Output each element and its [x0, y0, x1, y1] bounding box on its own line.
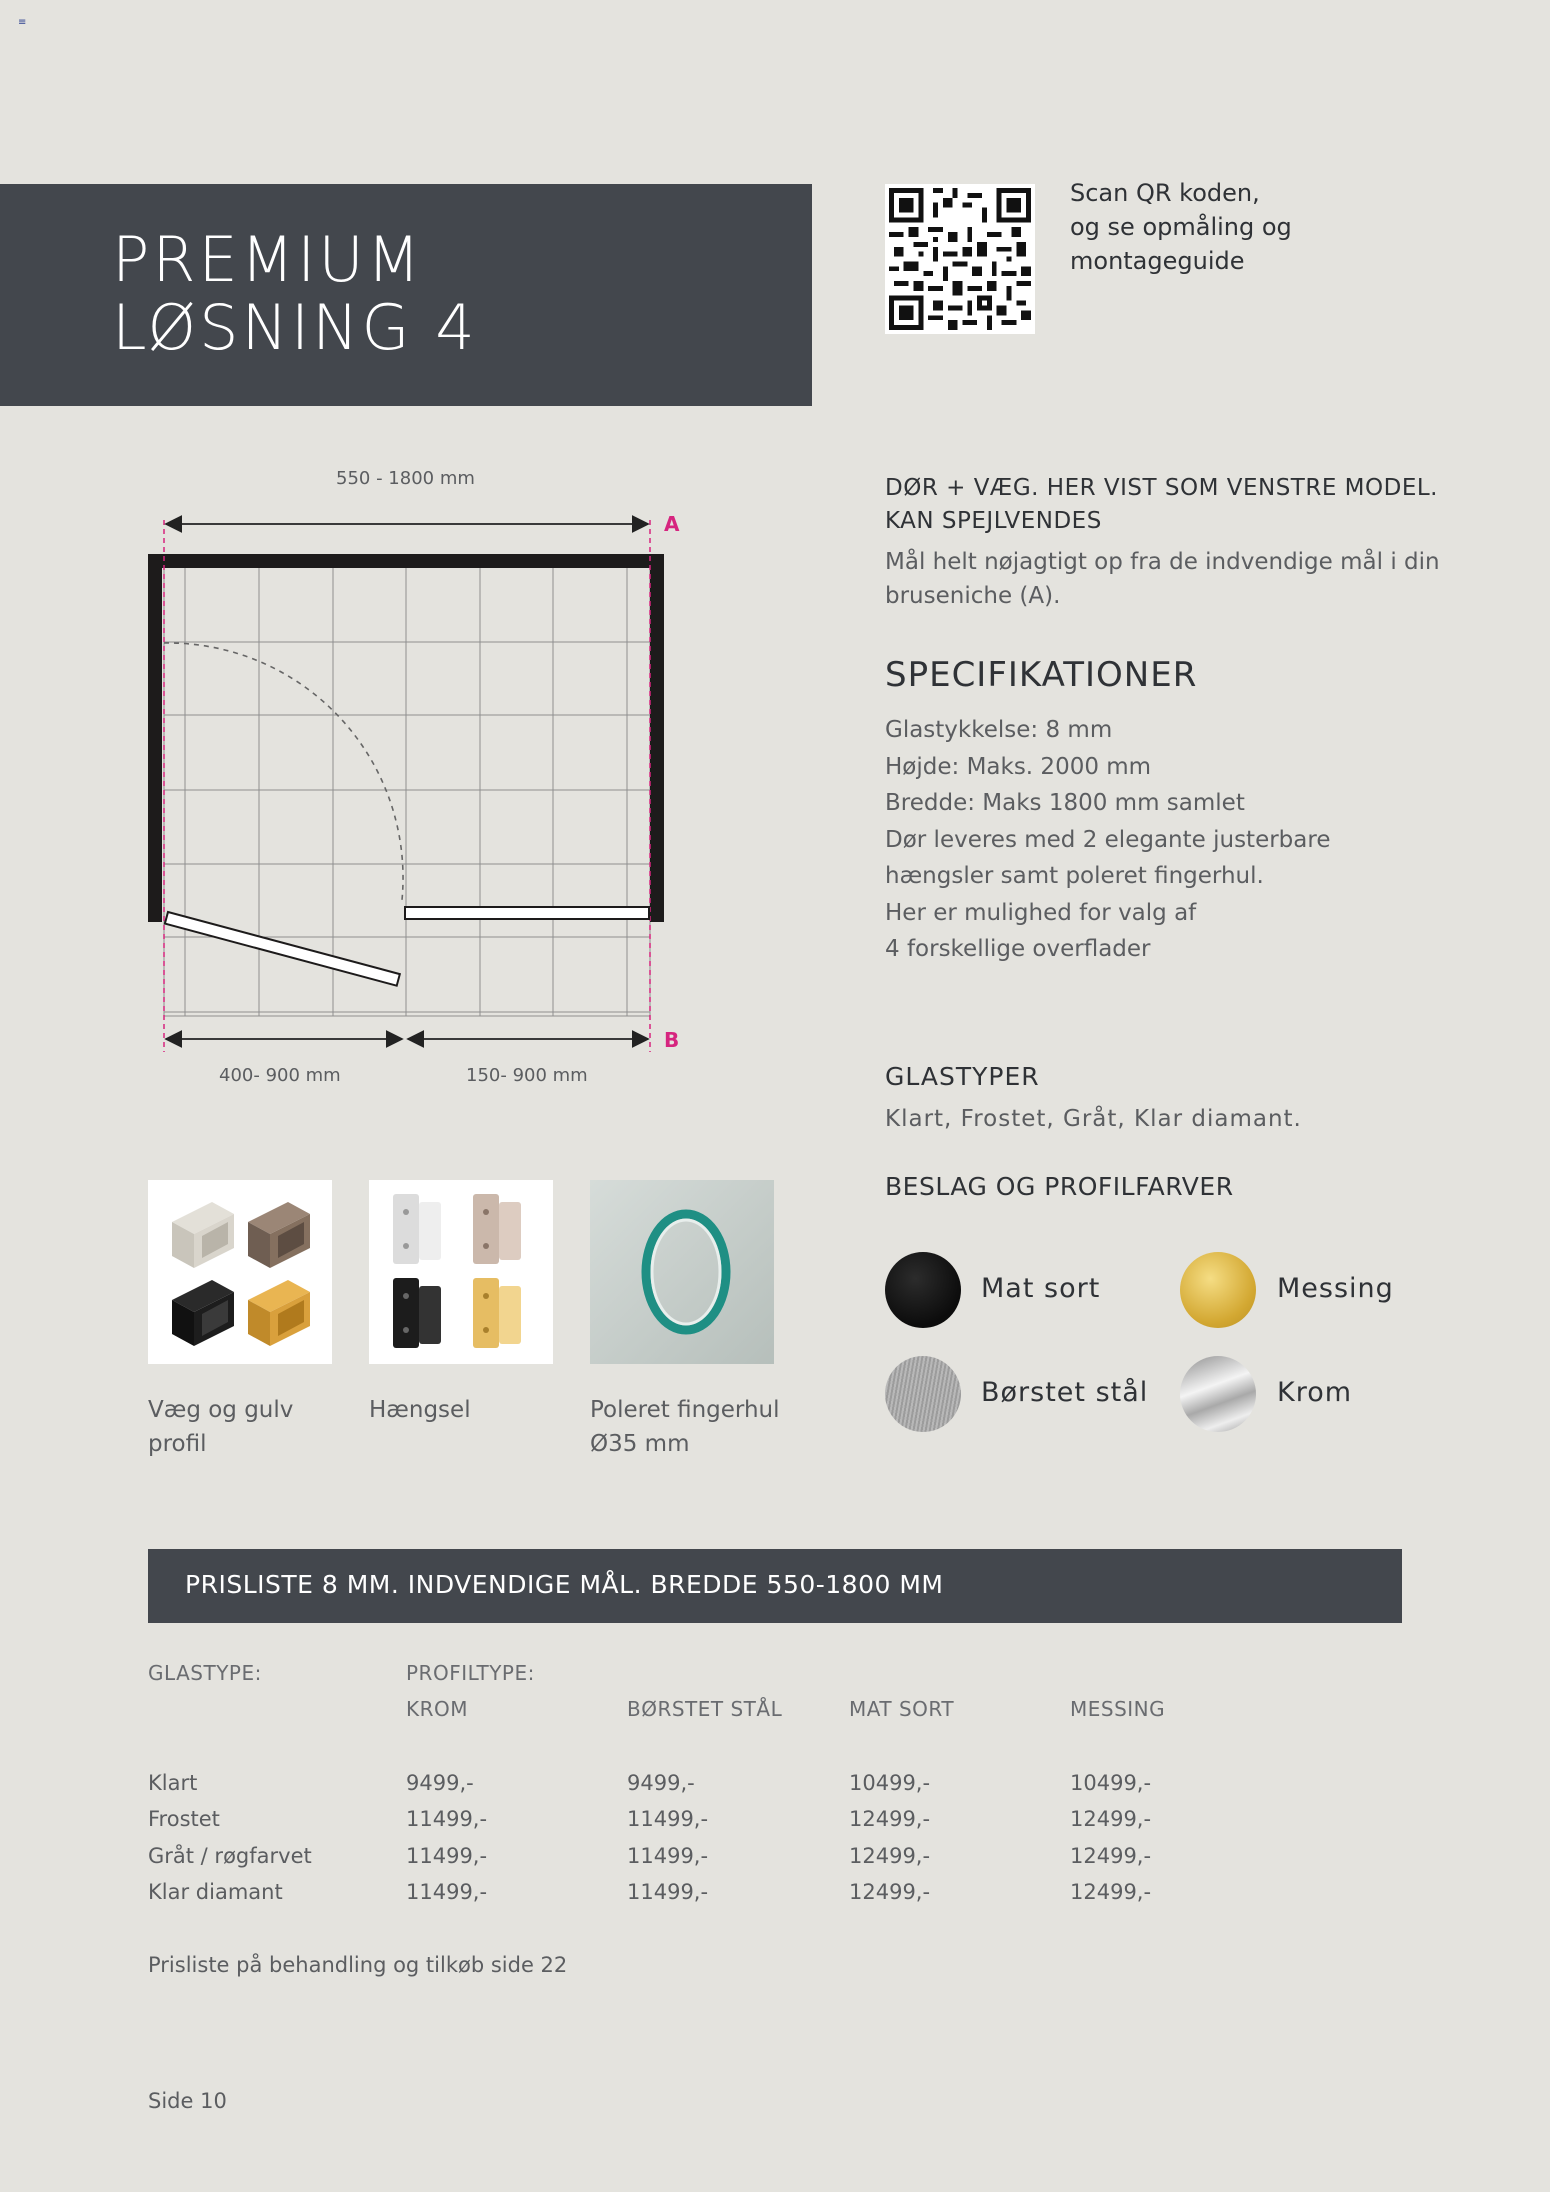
marker-a: A — [664, 512, 680, 536]
profile-caption: Væg og gulv profil — [148, 1397, 294, 1457]
spec-line: hængsler samt poleret fingerhul. — [885, 863, 1264, 889]
glass-types-list: Klart, Frostet, Gråt, Klar diamant. — [885, 1106, 1302, 1132]
fingerhole-image — [590, 1180, 774, 1364]
price-cell: 12499,- — [1070, 1880, 1152, 1904]
column-header: KROM — [406, 1697, 469, 1721]
model-heading: DØR + VÆG. HER VIST SOM VENSTRE MODEL. KAN SPEJLVENDES — [885, 475, 1438, 534]
price-cell: 12499,- — [1070, 1807, 1152, 1831]
price-cell: 12499,- — [849, 1844, 931, 1868]
price-cell: 11499,- — [406, 1807, 488, 1831]
price-cell: 9499,- — [627, 1771, 695, 1795]
price-cell: 12499,- — [849, 1880, 931, 1904]
price-cell: 12499,- — [849, 1807, 931, 1831]
column-header: MESSING — [1070, 1697, 1166, 1721]
spec-line: 4 forskellige overflader — [885, 936, 1151, 962]
profiltype-header: PROFILTYPE: — [406, 1661, 535, 1685]
glastype-header: GLASTYPE: — [148, 1661, 262, 1685]
column-header: MAT SORT — [849, 1697, 955, 1721]
row-name: Frostet — [148, 1807, 220, 1831]
marker-b: B — [664, 1028, 680, 1052]
price-cell: 12499,- — [1070, 1844, 1152, 1868]
swatch-mat-sort — [885, 1252, 961, 1328]
swatch-messing — [1180, 1252, 1256, 1328]
column-header: BØRSTET STÅL — [627, 1697, 783, 1721]
left-wall — [148, 554, 162, 922]
glass-wall-panel — [405, 907, 649, 919]
pricelist-title: PRISLISTE 8 MM. INDVENDIGE MÅL. BREDDE 550-1800 MM — [185, 1570, 944, 1599]
width-dimension-label: 550 - 1800 mm — [336, 468, 475, 489]
hinge-caption: Hængsel — [369, 1397, 471, 1423]
hinge-image — [369, 1180, 553, 1364]
price-cell: 10499,- — [1070, 1771, 1152, 1795]
shower-floor-plan — [140, 500, 700, 1060]
spec-line: Bredde: Maks 1800 mm samlet — [885, 790, 1245, 816]
price-cell: 9499,- — [406, 1771, 474, 1795]
spec-line: Her er mulighed for valg af — [885, 899, 1197, 926]
price-cell: 11499,- — [406, 1880, 488, 1904]
swatch-label-krom: Krom — [1277, 1377, 1353, 1408]
qr-instructions: Scan QR koden, og se opmåling og montageguide — [1070, 179, 1292, 275]
price-cell: 11499,- — [627, 1880, 709, 1904]
glass-types-title: GLASTYPER — [885, 1062, 1040, 1091]
menu-icon[interactable]: ≡ — [18, 17, 27, 28]
swatch-label-borstet-staal: Børstet stål — [981, 1377, 1149, 1408]
door-swing-arc — [164, 643, 403, 900]
back-wall — [148, 554, 664, 568]
qr-code-graphic — [889, 188, 1031, 330]
spec-line: Højde: Maks. 2000 mm — [885, 753, 1152, 780]
profile-image — [148, 1180, 332, 1364]
wall-width-label: 150- 900 mm — [466, 1065, 588, 1086]
glass-door — [165, 912, 400, 986]
swatch-borstet-staal — [885, 1356, 961, 1432]
spec-line: Dør leveres med 2 elegante justerbare — [885, 826, 1331, 853]
floor-tile-grid — [164, 566, 650, 1016]
fingerhole-caption: Poleret fingerhul Ø35 mm — [590, 1397, 780, 1457]
swatch-krom — [1180, 1356, 1256, 1432]
swatch-label-messing: Messing — [1277, 1273, 1394, 1304]
door-width-label: 400- 900 mm — [219, 1065, 341, 1086]
row-name: Klar diamant — [148, 1880, 283, 1904]
specs-title: SPECIFIKATIONER — [885, 655, 1198, 695]
measure-instructions: Mål helt nøjagtigt op fra de indvendige mål i din bruseniche (A). — [885, 549, 1440, 609]
qr-code[interactable] — [885, 184, 1035, 334]
pricelist-note: Prisliste på behandling og tilkøb side 22 — [148, 1953, 568, 1977]
swatch-label-mat-sort: Mat sort — [981, 1273, 1101, 1304]
fittings-title: BESLAG OG PROFILFARVER — [885, 1172, 1234, 1201]
price-cell: 11499,- — [406, 1844, 488, 1868]
page-title: PREMIUM LØSNING 4 — [112, 223, 478, 364]
price-cell: 10499,- — [849, 1771, 931, 1795]
price-cell: 11499,- — [627, 1844, 709, 1868]
spec-line: Glastykkelse: 8 mm — [885, 717, 1113, 743]
specs-list — [885, 712, 1445, 968]
page-number: Side 10 — [148, 2089, 227, 2113]
row-name: Gråt / røgfarvet — [148, 1844, 312, 1868]
row-name: Klart — [148, 1771, 198, 1795]
price-cell: 11499,- — [627, 1807, 709, 1831]
right-wall — [650, 554, 664, 922]
